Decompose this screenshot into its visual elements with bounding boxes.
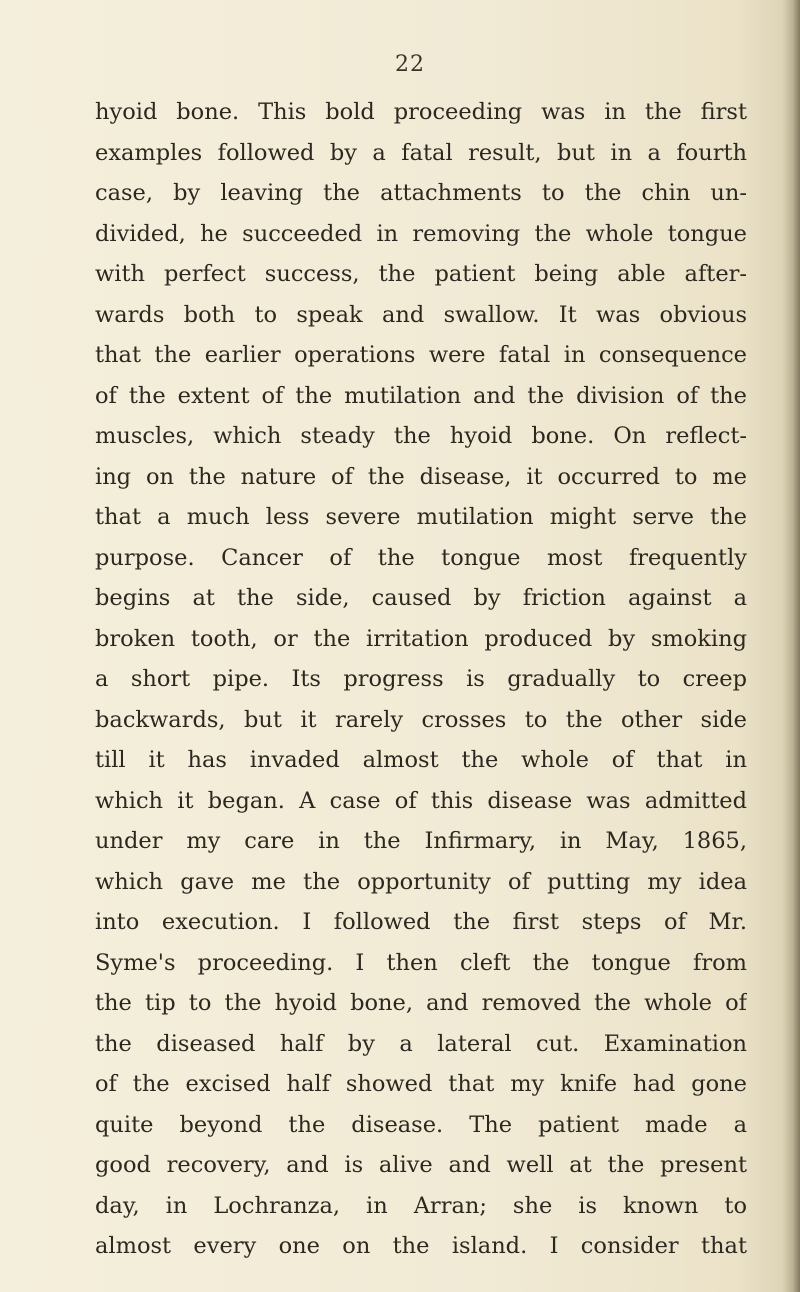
text-line: that the earlier operations were fatal in consequence xyxy=(95,342,747,368)
body-text xyxy=(95,92,747,1267)
text-line: hyoid bone. This bold proceeding was in the first xyxy=(95,99,747,125)
page-number: 22 xyxy=(395,52,425,77)
text-line: almost every one on the island. I consider that xyxy=(95,1233,747,1259)
text-line: muscles, which steady the hyoid bone. On reflect- xyxy=(95,423,747,449)
text-line: day, in Lochranza, in Arran; she is known to xyxy=(95,1192,747,1219)
page-edge-shadow xyxy=(782,0,800,1292)
text-line: purpose. Cancer of the tongue most frequently xyxy=(95,544,747,571)
text-line: into execution. I followed the first steps of Mr. xyxy=(95,909,747,935)
text-line: quite beyond the disease. The patient made a xyxy=(95,1111,747,1138)
text-line: examples followed by a fatal result, but in a fourth xyxy=(95,139,747,166)
text-line: divided, he succeeded in removing the whole tongue xyxy=(95,220,747,247)
text-line: broken tooth, or the irritation produced by smoking xyxy=(95,625,747,652)
text-line: of the excised half showed that my knife had gone xyxy=(95,1071,747,1097)
text-line: which gave me the opportunity of putting my idea xyxy=(95,868,747,895)
text-line: that a much less severe mutilation might serve the xyxy=(95,504,747,530)
text-line: the tip to the hyoid bone, and removed the whole of xyxy=(95,990,747,1016)
text-line: with perfect success, the patient being able after- xyxy=(95,261,747,287)
text-line: under my care in the Infirmary, in May, 1865, xyxy=(95,828,747,854)
text-line: wards both to speak and swallow. It was obvious xyxy=(95,301,747,328)
text-line: the diseased half by a lateral cut. Examination xyxy=(95,1030,747,1057)
text-line: ing on the nature of the disease, it occurred to me xyxy=(95,463,747,490)
text-line: till it has invaded almost the whole of that in xyxy=(95,747,747,773)
text-line: good recovery, and is alive and well at the present xyxy=(95,1152,747,1178)
text-line: a short pipe. Its progress is gradually to creep xyxy=(95,666,747,692)
text-line: case, by leaving the attachments to the chin un- xyxy=(95,180,747,206)
text-line: Syme's proceeding. I then cleft the tongue from xyxy=(95,949,747,976)
text-line: of the extent of the mutilation and the division of the xyxy=(95,382,747,409)
text-line: which it began. A case of this disease was admitted xyxy=(95,787,747,814)
text-line: backwards, but it rarely crosses to the other side xyxy=(95,706,747,733)
text-line: begins at the side, caused by friction against a xyxy=(95,585,747,611)
